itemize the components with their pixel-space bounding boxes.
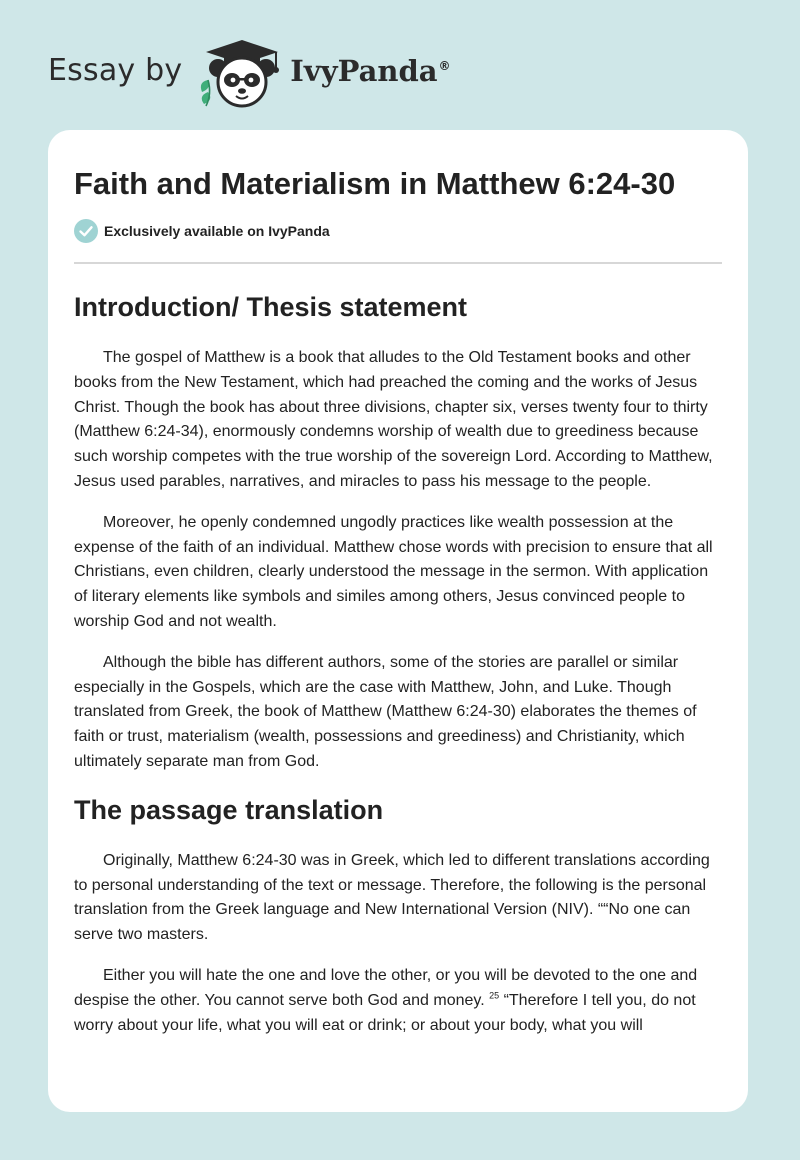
- essay-card: [48, 130, 748, 1112]
- verse-number: 25: [489, 990, 500, 1001]
- registered-mark: ®: [438, 59, 451, 74]
- essay-title: Faith and Materialism in Matthew 6:24-30: [74, 166, 676, 201]
- paragraph: Originally, Matthew 6:24-30 was in Greek, which led to different translations according to personal understanding of the text or message. Therefore, the following is the personal translation from the Greek language and New International Version (NIV). ““No one can serve two masters.: [74, 851, 710, 944]
- check-circle-icon: [74, 219, 98, 243]
- paragraph-text: Either you will hate the one and love the other, or you will be devoted to the one and despise the other. You cannot serve both God and money.: [74, 966, 698, 1009]
- brand-name: [290, 54, 450, 88]
- paragraph: The gospel of Matthew is a book that alludes to the Old Testament books and other books from the New Testament, which had preached the coming and the works of Jesus Christ. Though the book has about three divisions, chapter six, verses twenty four to thirty (Matthew 6:24-34), enormously condemns worship of wealth due to greediness because such worship competes with the true worship of the sovereign Lord. According to Matthew, Jesus used parables, narratives, and miracles to pass his message to the people.: [74, 349, 713, 490]
- exclusive-badge: [74, 218, 722, 244]
- section-heading-introduction: Introduction/ Thesis statement: [74, 292, 468, 322]
- brand-header: [48, 34, 451, 110]
- essay-by-label: Essay by: [48, 52, 183, 88]
- paragraph: Although the bible has different authors, some of the stories are parallel or similar especially in the Gospels, which are the case with Matthew, John, and Luke. Though translated from Greek, the book of Matthew (Matthew 6:24-30) elaborates the themes of faith or trust, materialism (wealth, possessions and greediness) and Christianity, which ultimately separate man from God.: [74, 653, 697, 770]
- section-heading-translation: The passage translation: [74, 794, 384, 825]
- brand-name-text: IvyPanda: [290, 54, 438, 88]
- exclusive-text: Exclusively available on IvyPanda: [104, 223, 330, 239]
- title-divider: [74, 262, 722, 264]
- paragraph-verse: [74, 964, 722, 1038]
- paragraph: Moreover, he openly condemned ungodly practices like wealth possession at the expense of the faith of an individual. Matthew chose words with precision to ensure that all Christians, even children, clearly understood the message in the sermon. With application of literary elements like symbols and similes among others, Jesus convinced people to worship God and not wealth.: [74, 513, 713, 630]
- paragraph-text: “Therefore I tell you, do not worry about your life, what you will eat or drink; or about your body, what you will: [74, 991, 696, 1034]
- panda-graduate-icon: [196, 34, 288, 110]
